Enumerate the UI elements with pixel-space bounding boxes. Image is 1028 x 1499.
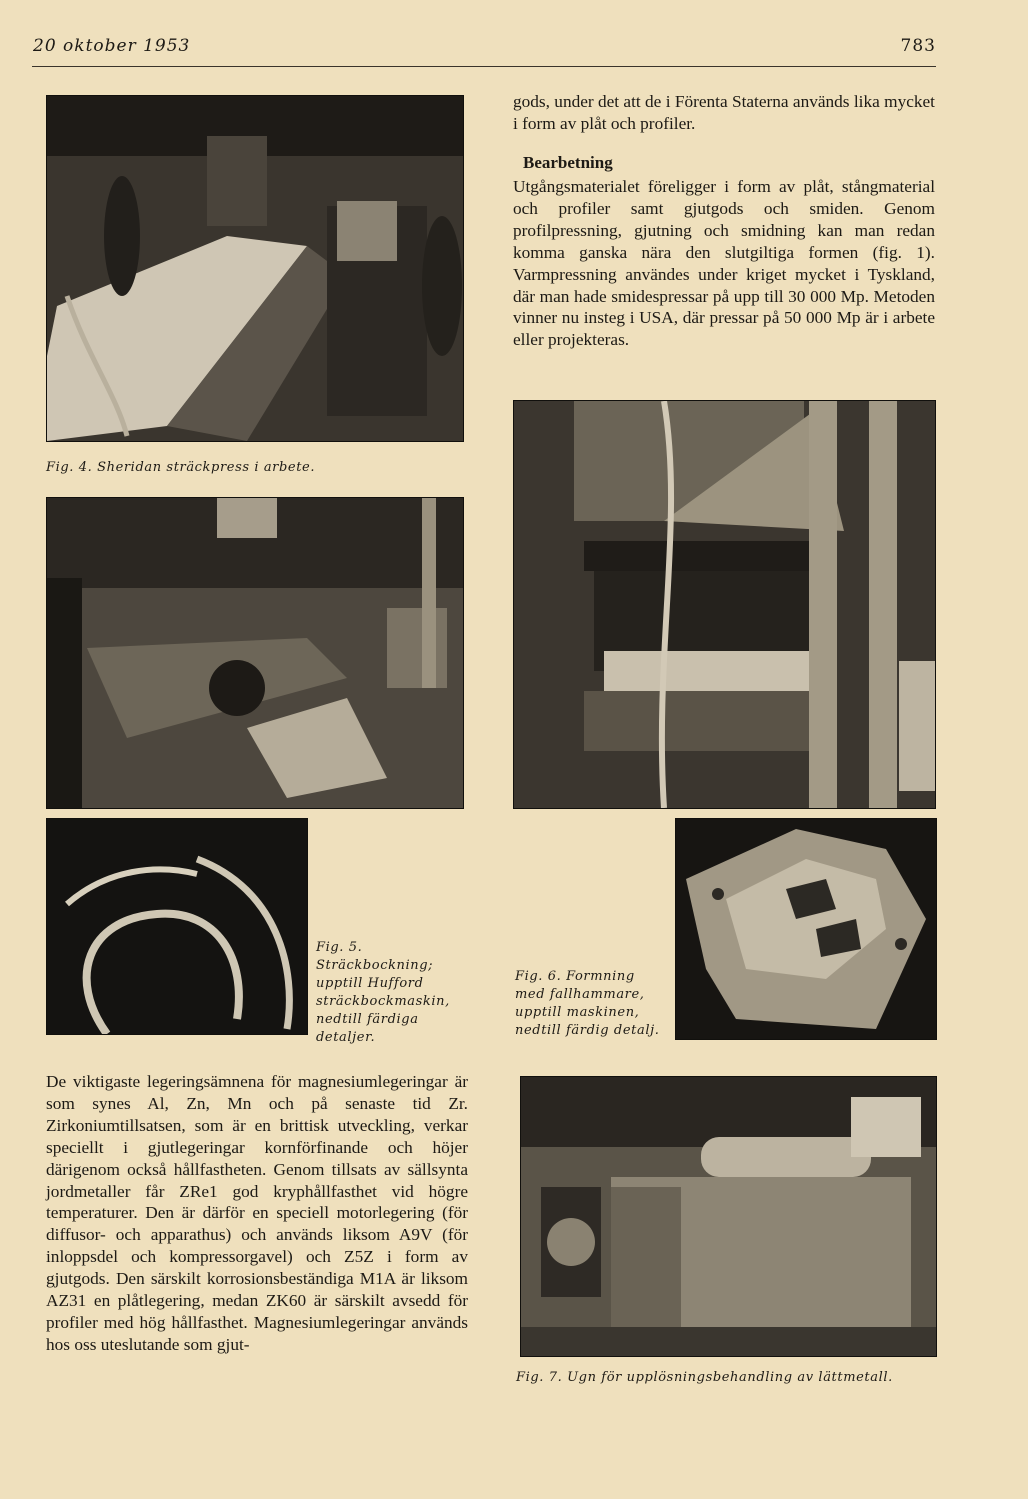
fig4-caption: Fig. 4. Sheridan sträckpress i arbete. bbox=[46, 460, 316, 475]
fig7-caption: Fig. 7. Ugn för upplösningsbehandling av lättmetall. bbox=[516, 1370, 893, 1385]
fig7-photo bbox=[520, 1076, 937, 1357]
section-heading: Bearbetning bbox=[523, 153, 613, 172]
header-rule bbox=[32, 66, 936, 67]
fig6-part-photo bbox=[675, 818, 937, 1040]
intro-text: gods, under det att de i Förenta Staterna används lika mycket i form av plåt och profiler. bbox=[513, 92, 935, 133]
fig4-photo bbox=[46, 95, 464, 442]
fig6-caption: Fig. 6. Formning med fallhammare, upptill maskinen, nedtill färdig detalj. bbox=[515, 969, 660, 1038]
page-date: 20 oktober 1953 bbox=[33, 36, 191, 56]
fig5-caption: Fig. 5. Sträckbockning; upptill Hufford sträckbockmaskin, nedtill färdiga detaljer. bbox=[316, 940, 450, 1045]
fig6-machine-photo bbox=[513, 400, 936, 809]
fig5-parts-photo bbox=[46, 818, 308, 1035]
page-number: 783 bbox=[900, 36, 936, 56]
fig5-machine-photo bbox=[46, 497, 464, 809]
section-body: Utgångsmaterialet föreligger i form av plåt, stångmaterial och profiler samt gjutgods och smiden. Genom profilpressning, gjutning och smidning kan man redan komma ganska nära den slutgiltiga formen (fig. 1). Varmpressning användes under kriget mycket i Tyskland, där man hade smidespressar på upp till 30 000 Mp. Metoden vinner nu insteg i USA, där pressar på 50 000 Mp är i arbete eller projekteras. bbox=[513, 177, 935, 350]
lower-body-text: De viktigaste legeringsämnena för magnesiumlegeringar är som synes Al, Zn, Mn och på senaste tid Zr. Zirkoniumtillsatsen, som är en brittisk utveckling, verkar speciellt i gjutlegeringar kornförfinande och höjer därigenom också hållfastheten. Genom tillsats av sällsynta jordmetaller får ZRe1 god kryphållfasthet vid högre temperaturer. Den är därför en speciell motorlegering (för diffusor- och apparathus) och används liksom A9V (för inloppsdel och kompressorgavel) och Z5Z i form av gjutgods. Den särskilt korrosionsbeständiga M1A är liksom AZ31 en plåtlegering, medan ZK60 är särskilt avsedd för profiler med hög hållfasthet. Magnesiumlegeringar används hos oss uteslutande som gjut- bbox=[46, 1072, 468, 1354]
